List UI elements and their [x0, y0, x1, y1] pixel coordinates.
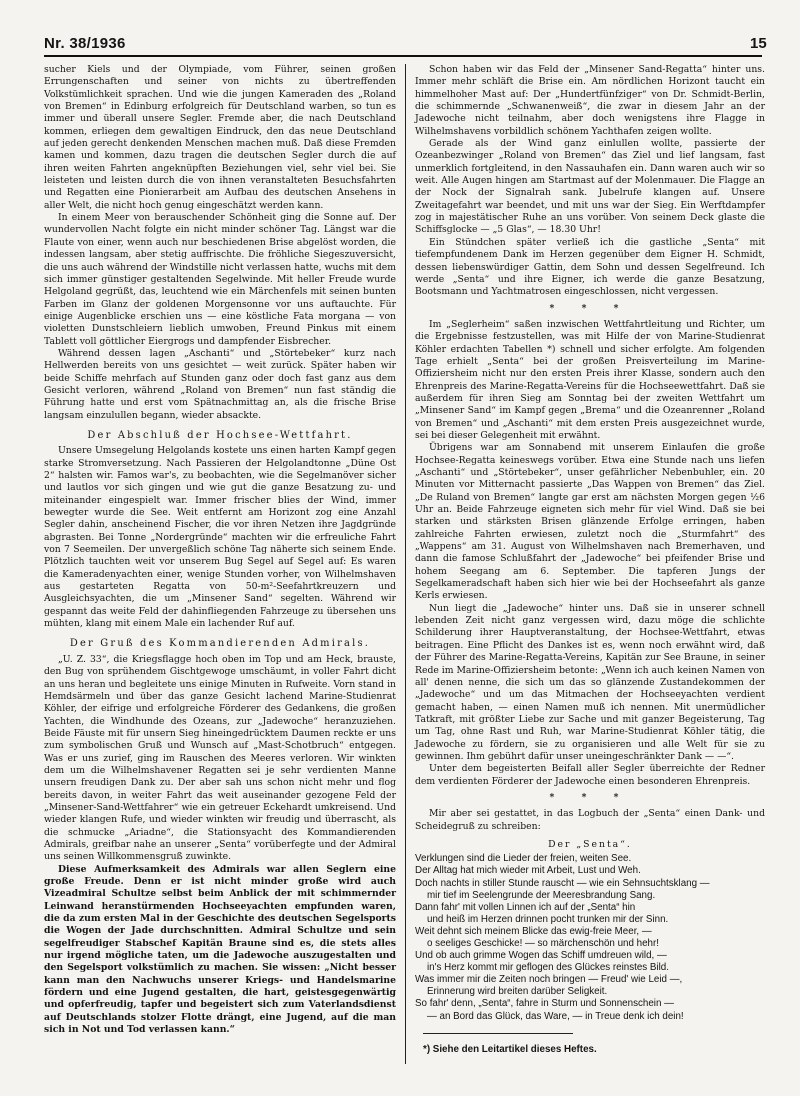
section-heading: Der Gruß des Kommandierenden Admirals. [69, 638, 371, 650]
poem-line: in's Herz kommt mir geflogen des Glückes reinstes Bild. [427, 962, 669, 974]
poem-line: — an Bord das Glück, das Ware, — in Treue denk ich dein! [427, 1010, 684, 1022]
paragraph: „U. Z. 33“, die Kriegsflagge hoch oben im Top und am Heck, brauste, den Bug von sprühendem Gischtgewoge umschäumt, in voller Fahrt dicht an uns heran und begleitete uns einige Minuten in Rufweite. Vorn stand in Hemdsärmeln und über das ganze Gesicht lachend Marine-Studienrat Köhler, der eifrige und erfolgreiche Förderer des Gedankens, die großen Yachten, die Windhunde des Ozeans, zur „Jadewoche“ heranzuziehen. Beide Fäuste mit für unsern Sieg hineingedrücktem Daumen reckte er uns zum symbolischen Gruß und Wunsch auf „Mast-Schotbruch“ entgegen. Was er uns zurief, ging im Rauschen des Meeres verloren. Wir winkten dem um die Wilhelmshavener Regatten sei je sehr verdienten Manne unsern freudigen Dank zu. Der aber sah uns schon nicht mehr und flog bereits davon, in weiter Fahrt das weit auseinander gezogene Feld der „Minsener-Sand-Wettfahrer“ wie ein getreuer Eckehardt umkreisend. Und wieder klangen Rufe, und wieder winkten wir freudig und überrascht, als die schmucke „Ariadne“, die Stationsyacht des Kommandierenden Admirals, greifbar nahe an unserer „Senta“ vorüberfegte und der Admiral uns seinen Willkommensgruß zuwinkte. [44, 653, 396, 863]
poem-title: Der „Senta“. [548, 838, 632, 850]
section-heading: Der Abschluß der Hochsee-Wettfahrt. [87, 429, 353, 441]
header-rule [44, 55, 762, 57]
paragraph: Im „Seglerheim“ saßen inzwischen Wettfahrtleitung und Richter, um die Ergebnisse festzustellen, was mit Hilfe der von Marine-Studienrat Köhler erdachten Tabellen *) schnell und sicher erfolgte. Am folgenden Tage erhielt „Senta“ bei der großen Preisverteilung im Marine-Offiziersheim nicht nur den ersten Preis ihrer Klasse, sondern auch den Ehrenpreis des Marine-Regatta-Vereins für die Hochseewettfahrt. Daß sie außerdem für ihren Sieg am Sonntag bei der zweiten Wettfahrt um „Minsener Sand“ im Kampf gegen „Brema“ und die Ozeanrenner „Roland von Bremen“ und „Aschanti“ mit dem ersten Preis ausgezeichnet wurde, sei bei dieser Gelegenheit mit erwähnt. [415, 318, 765, 441]
paragraph: Diese Aufmerksamkeit des Admirals war allen Seglern eine große Freude. Denn er ist nicht minder große wird auch Vizeadmiral Schultze selbst beim Anblick der mit schimmernder Leinwand heranstürmenden Hochseeyachten empfunden waren, die da zum ersten Mal in der Geschichte des deutschen Segelsports die Wogen der Jade durchschnitten. Admiral Schultze und sein segelfreudiger Stabschef Kapitän Braune sind es, die stets alles nur irgend mögliche taten, um die Jadewoche auszugestalten und den Segelsport volkstümlich zu machen. Sie wissen: „Nicht besser kann man den Nachwuchs unserer Kriegs- und Handelsmarine fördern und eine Jugend gestalten, die hart, geistesgegenwärtig und opferfreudig, tapfer und begeistert sich zum Vaterlandsdienst auf Deutschlands stolzer Flotte drängt, eine Jugend, auf die man sich in Not und Tod verlassen kann.“ [44, 863, 396, 1036]
issue-number: Nr. 38/1936 [44, 35, 126, 52]
poem [415, 853, 765, 1022]
poem-line: Erinnerung wird breiten darüber Seligkeit. [427, 986, 608, 998]
poem-line: Verklungen sind die Lieder der freien, weiten See. [415, 853, 632, 865]
poem-line: Was immer mir die Zeiten noch bringen — Freud' wie Leid —, [415, 974, 683, 986]
poem-line: So fahr' denn, „Senta“, fahre in Sturm und Sonnenschein — [415, 998, 674, 1010]
paragraph: In einem Meer von berauschender Schönheit ging die Sonne auf. Der wundervollen Nacht folgte ein nicht minder schöner Tag. Längst war die Flaute von einer, wenn auch nur beschiedenen Brise abgelöst worden, die indessen langsam, aber stetig auffrischte. Die fröhliche Siegeszuversicht, die uns auch während der Windstille nicht verlassen hatte, wuchs mit dem sich immer günstiger gestaltenden Segelwinde. Mit heller Freude wurde Helgoland gegrüßt, das, leuchtend wie ein Märchenfels mit seinen bunten Farben im Glanz der goldenen Morgensonne vor uns auftauchte. Für einige Augenblicke erschien uns — eine köstliche Fata morgana — von violetten Dunstschleiern lieblich umwoben, Freund Pinkus mit einem Tablett voll göttlicher Eiergrogs und dampfender Eisbrecher. [44, 212, 396, 347]
paragraph: Nun liegt die „Jadewoche“ hinter uns. Daß sie in unserer schnell lebenden Zeit nicht ganz vergessen wird, dazu möge die schlichte Schilderung ihrer Hauptveranstaltung, der Hochsee-Wettfahrt, etwas beitragen. Eine Pflicht des Dankes ist es, wenn noch erwähnt wird, daß der Führer des Marine-Regatta-Vereins, Kapitän zur See Braune, in seiner Rede im Marine-Offiziersheim betonte: „Wenn ich auch keinen Namen von all' denen nenne, die sich um das so glänzende Zustandekommen der „Jadewoche“ und um das Mitmachen der Hochseeyachten verdient gemacht haben, — einen Namen muß ich nennen. Mit unermüdlicher Tatkraft, mit größter Liebe zur Sache und mit ganzer Begeisterung, Tag um Tag, ohne Rast und Ruh, war Marine-Studienrat Köhler tätig, die Jadewoche zu fördern, sie zu organisieren und alle Welt für sie zu gewinnen. Ihm gebührt dafür unser uneingeschränkter Dank — —“. [415, 602, 765, 762]
column-divider [405, 64, 406, 1064]
paragraph: sucher Kiels und der Olympiade, vom Führer, seinen großen Errungenschaften und seiner von nichts zu übertreffenden Volkstümlichkeit sprachen. Und wie die jungen Kameraden des „Roland von Bremen“ in Edinburg erfolgreich für Deutschland warben, so tun es immer und überall unsere Segler. Fremde aber, die nach Deutschland kommen, erliegen dem gewaltigen Eindruck, den das neue Deutschland auf jeden gerecht denkenden Menschen machen muß. Daß diese Fremden kamen und kommen, dazu tragen die deutschen Segler durch die auf ihren weiten Fahrten angeknüpften Beziehungen viel, sehr viel bei. Sie leisteten und leisten durch die von ihnen veranstalteten Besuchsfahrten und Regatten eine Pionierarbeit am Aufbau des deutschen Ansehens in aller Welt, die nicht hoch genug eingeschätzt werden kann. [44, 64, 396, 211]
right-column-body [415, 64, 765, 851]
page-number: 15 [750, 35, 767, 52]
poem-line: Dann fahr' mit vollen Linnen ich auf der „Senta“ hin [415, 901, 636, 913]
paragraph: Mir aber sei gestattet, in das Logbuch der „Senta“ einen Dank- und Scheidegruß zu schreiben: [415, 808, 765, 832]
paragraph: Unsere Umsegelung Helgolands kostete uns einen harten Kampf gegen starke Stromversetzung. Nach Passieren der Helgolandtonne „Düne Ost 2“ halsten wir. Famos war's, zu beobachten, wie die Segelmanöver sicher und lautlos vor sich gingen und wie gut die ganze Besatzung zu- und miteinander eingespielt war. Immer frischer blies der Wind, immer bewegter wurde die See. Weit entfernt am Horizont zog eine Anzahl Segler dahin, anscheinend Fischer, die vor ihren Netzen ihre Jagdgründe abgrasten. Bei Tonne „Nordergründe“ machten wir die erfreuliche Fahrt von 7 Seemeilen. Der unvergeßlich schöne Tag näherte sich seinem Ende. Plötzlich tauchten weit vor unserem Bug Segel auf Segel auf: Es waren die Kameradenyachten einer, wenige Stunden vorher, von Wilhelmshaven aus gestarteten Regatta von 50-m²-Seefahrtkreuzern und Ausgleichsyachten, die um „Minsener Sand“ segelten. Während wir gespannt das weite Feld der dahinfliegenden Fahrzeuge zu übersehen uns mühten, klang mit einem Male ein lachender Ruf auf. [44, 445, 396, 630]
poem-line: Weit dehnt sich meinem Blicke das ewig-freie Meer, — [415, 925, 652, 937]
paragraph: Gerade als der Wind ganz einlullen wollte, passierte der Ozeanbezwinger „Roland von Bremen“ das Ziel und lief langsam, fast unmerklich fortgleitend, in den Nassauhafen ein. Dann waren auch wir so weit. Alle Augen hingen am Startmast auf der Molenmauer. Die Flagge an der Nock der Signalrah sank. Jubelrufe klangen auf. Unsere Zweitagefahrt war beendet, und mit uns war der Sieg. Ein Werftdampfer zog in majestätischer Ruhe an uns vorüber. Von seinem Deck glaste die Schiffsglocke — „5 Glas“, — 18.30 Uhr! [415, 138, 765, 236]
poem-line: o seeliges Geschicke! — so märchenschön und hehr! [427, 937, 659, 949]
paragraph: Ein Stündchen später verließ ich die gastliche „Senta“ mit tiefempfundenem Dank im Herzen gegenüber dem Eigner H. Schmidt, dessen liebenswürdiger Gattin, dem Sohn und dessen Segelfreund. Ich werde „Senta“ und ihre Eigner, ich werde die ganze Besatzung, Bootsmann und Yachtmatrosen eingeschlossen, nicht vergessen. [415, 236, 765, 298]
right-column [415, 64, 765, 1056]
poem-line: Der Alltag hat mich wieder mit Arbeit, Lust und Weh. [415, 865, 641, 877]
footnote-rule [423, 1033, 573, 1034]
paragraph: Unter dem begeisterten Beifall aller Segler überreichte der Redner dem verdienten Förderer der Jadewoche einen besonderen Ehrenpreis. [415, 763, 765, 787]
poem-line: mir tief im Seelengrunde der Meeresbrandung Sang. [427, 889, 656, 901]
footnote: *) Siehe den Leitartikel dieses Heftes. [423, 1043, 597, 1055]
left-column [44, 64, 396, 1036]
paragraph: Während dessen lagen „Aschanti“ und „Störtebeker“ kurz nach Hellwerden bereits von uns gesichtet — weit zurück. Später haben wir beide Schiffe mehrfach auf Stunden ganz oder doch fast ganz aus dem Gesicht verloren, während „Roland von Bremen“ nun fast ständig die Führung hatte und erst vom Spätnachmittag an, als die frische Brise langsam einzulullen begann, wieder absackte. [44, 347, 396, 421]
poem-line: Doch nachts in stiller Stunde rauscht — wie ein Sehnsuchtsklang — [415, 877, 710, 889]
section-separator: * * * [549, 791, 631, 803]
poem-line: und heiß im Herzen drinnen pocht trunken mir der Sinn. [427, 913, 669, 925]
poem-line: Und ob auch grimme Wogen das Schiff umdreuen wild, — [415, 950, 667, 962]
section-separator: * * * [549, 302, 631, 314]
paragraph: Übrigens war am Sonnabend mit unserem Einlaufen die große Hochsee-Regatta keineswegs vorüber. Etwa eine Stunde nach uns liefen „Aschanti“ und „Störtebeker“, unser gefährlicher Nebenbuhler, ein. 20 Minuten vor Mitternacht passierte „Das Wappen von Bremen“ das Ziel. „De Ruland von Bremen“ langte gar erst am nächsten Morgen gegen ½6 Uhr an. Beide Fahrzeuge eigneten sich mehr für viel Wind. Daß sie bei starken und stärksten Brisen glänzende Erfolge erringen, haben zahlreiche Fahrten erwiesen, zuletzt noch die „Sturmfahrt“ des „Wappens“ am 31. August von Wilhelmshaven nach Bremerhaven, und dann die famose Schlußfahrt der „Jadewoche“ bei pfeifender Brise und hohem Seegang am 6. September. Die tapferen Jungs der Segelkameradschaft haben sich hier wie bei der Hochseefahrt als ganze Kerls erwiesen. [415, 442, 765, 602]
paragraph: Schon haben wir das Feld der „Minsener Sand-Regatta“ hinter uns. Immer mehr schläft die Brise ein. Am nördlichen Horizont taucht ein himmelhoher Mast auf: Der „Hundertfünfziger“ von Dr. Schmidt-Berlin, die schimmernde „Schwanenweiß“, die zwar in diesem Jahr an der Jadewoche nicht teilnahm, aber doch wenigstens ihre Flagge in Wilhelmshavens vorbildlich schönem Yachthafen zeigen wollte. [415, 64, 765, 137]
